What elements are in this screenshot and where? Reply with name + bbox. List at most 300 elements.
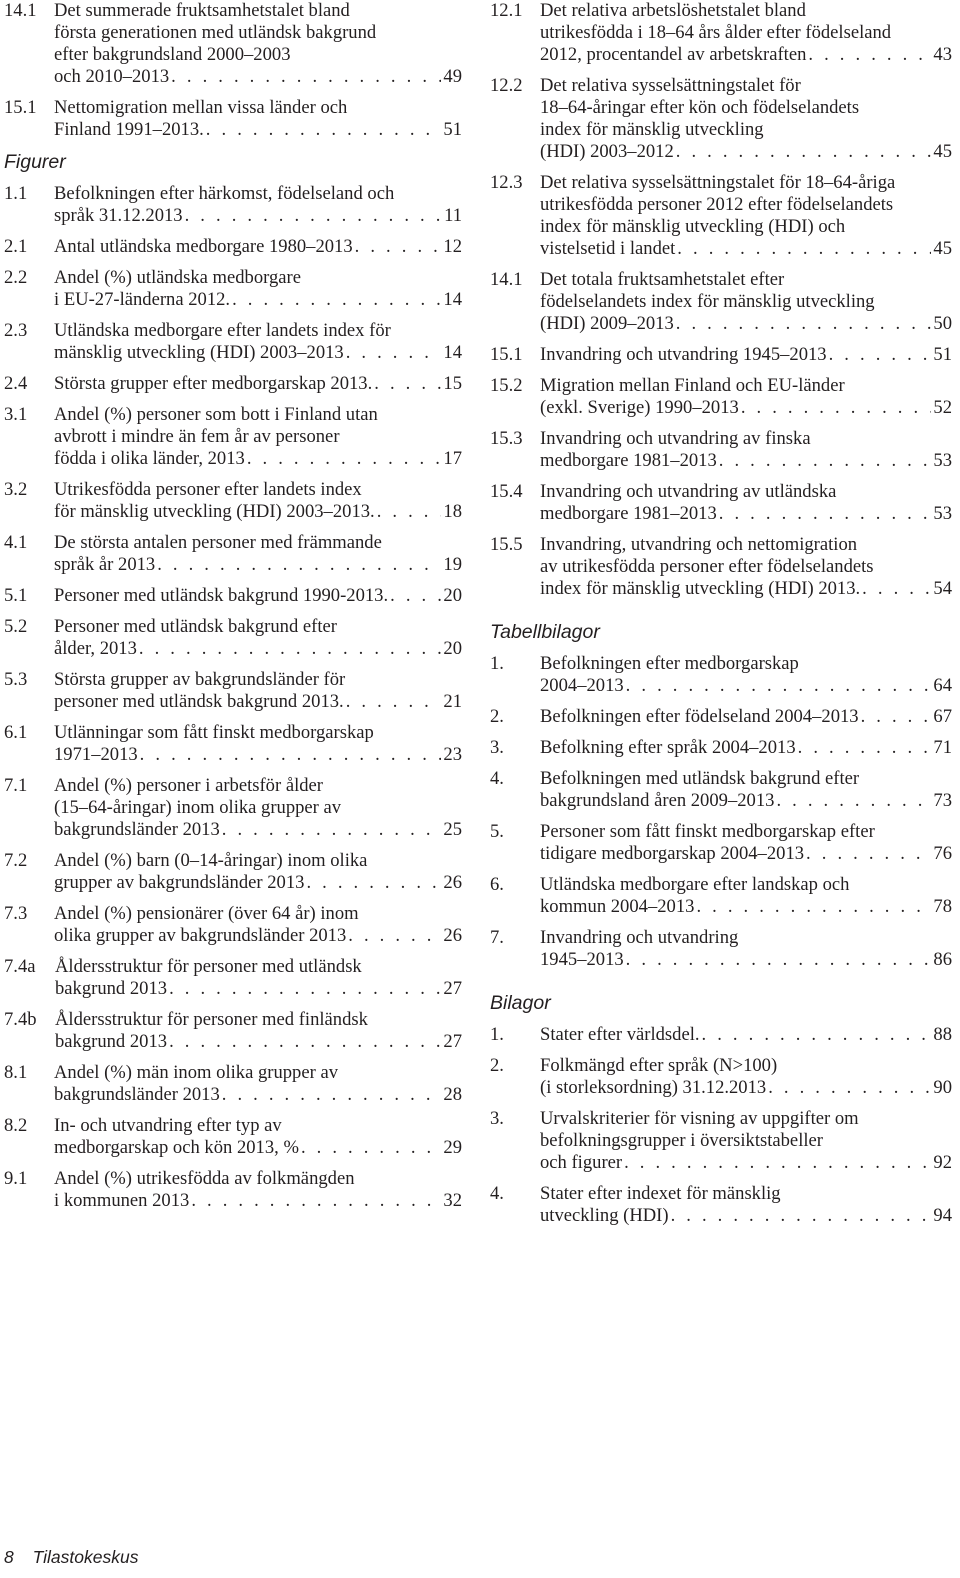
entry-text-line: Befolkningen efter medborgarskap	[540, 653, 799, 674]
entry-page-number: 50	[933, 313, 952, 334]
entry-text-line: Befolkningen efter födelseland 2004–2013	[540, 706, 859, 727]
entry-page-number: 27	[443, 978, 462, 999]
entry-number: 14.1	[490, 269, 523, 290]
dot-leader	[306, 872, 441, 894]
entry-page-number: 54	[933, 578, 952, 599]
toc-entry	[4, 267, 462, 311]
toc-entry	[490, 1024, 952, 1046]
entry-text-line: Utländska medborgare efter landets index för	[54, 320, 391, 341]
dot-leader	[702, 1024, 932, 1046]
entry-text-line: 2012, procentandel av arbetskraften	[540, 44, 807, 65]
entry-text-line: Det summerade fruktsamhetstalet bland	[54, 0, 350, 21]
entry-text-line: bakgrund 2013	[55, 978, 168, 999]
entry-number: 15.1	[4, 97, 37, 118]
toc-entry	[490, 706, 952, 728]
entry-last-line	[54, 1137, 462, 1159]
entry-number: 15.1	[490, 344, 523, 365]
dot-leader	[139, 638, 442, 660]
entry-page-number: 26	[443, 872, 462, 893]
entry-last-line	[54, 342, 462, 364]
entry-number: 1.	[490, 1024, 504, 1045]
entry-text-line: Andel (%) utländska medborgare	[54, 267, 301, 288]
entry-text	[54, 404, 462, 470]
toc-entry	[490, 1055, 952, 1099]
entry-text-line: Finland 1991–2013.	[54, 119, 204, 140]
entry-page-number: 51	[933, 344, 952, 365]
entry-text	[540, 375, 952, 419]
entry-text-line: Invandring, utvandring och nettomigration	[540, 534, 858, 555]
dot-leader	[776, 790, 931, 812]
entry-text-line: i kommunen 2013	[54, 1190, 190, 1211]
entry-number: 14.1	[4, 0, 37, 21]
entry-text-line: Invandring och utvandring av utländska	[540, 481, 837, 502]
entry-text-line: index för mänsklig utveckling (HDI) 2013.	[540, 578, 861, 599]
entry-text-line: Andel (%) pensionärer (över 64 år) inom	[54, 903, 359, 924]
toc-entry	[4, 183, 462, 227]
dot-leader	[677, 238, 931, 260]
entry-number: 6.1	[4, 722, 28, 743]
entry-number: 5.2	[4, 616, 28, 637]
entry-page-number: 14	[443, 342, 462, 363]
toc-entry	[4, 236, 462, 258]
toc-entry	[490, 481, 952, 525]
entry-last-line	[540, 44, 952, 66]
entry-text	[540, 1024, 952, 1046]
entry-text-line: Det relativa sysselsättningstalet för	[540, 75, 801, 96]
entry-last-line	[540, 238, 952, 260]
entry-text-line: mänsklig utveckling (HDI) 2003–2013	[54, 342, 344, 363]
entry-text	[540, 821, 952, 865]
toc-entry	[4, 1168, 462, 1212]
entry-page-number: 53	[933, 503, 952, 524]
toc-entry	[490, 269, 952, 335]
entry-text	[55, 956, 462, 1000]
entry-number: 1.	[490, 653, 504, 674]
entry-text-line: Migration mellan Finland och EU-länder	[540, 375, 845, 396]
entry-text-line: (15–64-åringar) inom olika grupper av	[54, 797, 342, 818]
entry-text-line: Utrikesfödda personer efter landets index	[54, 479, 362, 500]
entry-last-line	[55, 1031, 462, 1053]
entry-text-line: medborgare 1981–2013	[540, 450, 717, 471]
entry-number: 2.	[490, 1055, 504, 1076]
entry-text-line: Det totala fruktsamhetstalet efter	[540, 269, 785, 290]
entry-text-line: Antal utländska medborgare 1980–2013	[54, 236, 353, 257]
entry-text	[54, 236, 462, 258]
entry-last-line	[54, 925, 462, 947]
toc-entry	[4, 669, 462, 713]
toc-entry	[490, 874, 952, 918]
toc-entry	[490, 75, 952, 163]
left-column	[4, 0, 462, 1221]
entry-page-number: 20	[443, 585, 462, 606]
entry-text	[540, 172, 952, 260]
entry-page-number: 12	[443, 236, 462, 257]
entry-text-line: Invandring och utvandring	[540, 927, 739, 948]
entry-number: 7.4b	[4, 1009, 37, 1030]
dot-leader	[806, 843, 931, 865]
entry-last-line	[54, 501, 462, 523]
entry-text	[540, 768, 952, 812]
dot-leader	[348, 925, 441, 947]
entry-page-number: 86	[933, 949, 952, 970]
entry-number: 5.3	[4, 669, 28, 690]
entry-text-line: språk 31.12.2013	[54, 205, 183, 226]
toc-entry	[490, 0, 952, 66]
dot-leader	[247, 448, 442, 470]
entry-text-line: (i storleksordning) 31.12.2013	[540, 1077, 767, 1098]
figures-list	[4, 183, 462, 1212]
dot-leader	[355, 236, 442, 258]
entry-text-line: utrikesfödda personer 2012 efter födelselandets	[540, 194, 894, 215]
entry-text	[54, 479, 462, 523]
entry-text	[54, 850, 462, 894]
dot-leader	[374, 373, 441, 395]
entry-last-line	[54, 585, 462, 607]
entry-page-number: 88	[933, 1024, 952, 1045]
toc-entry	[4, 479, 462, 523]
dot-leader	[768, 1077, 931, 1099]
toc-entry	[490, 534, 952, 600]
entry-page-number: 53	[933, 450, 952, 471]
entry-text-line: Nettomigration mellan vissa länder och	[54, 97, 348, 118]
entry-last-line	[540, 313, 952, 335]
dot-leader	[861, 706, 932, 728]
entry-page-number: 94	[933, 1205, 952, 1226]
entry-last-line	[54, 819, 462, 841]
dot-leader	[741, 397, 932, 419]
entry-text	[540, 1108, 952, 1174]
entry-text	[540, 927, 952, 971]
entry-text-line: och 2010–2013	[54, 66, 170, 87]
toc-entry	[4, 956, 462, 1000]
entry-last-line	[540, 896, 952, 918]
right-top-entries	[490, 0, 952, 600]
entry-last-line	[540, 843, 952, 865]
entry-page-number: 76	[933, 843, 952, 864]
dot-leader	[829, 344, 932, 366]
entry-text	[540, 0, 952, 66]
entry-number: 6.	[490, 874, 504, 895]
entry-text	[54, 585, 462, 607]
entry-number: 3.2	[4, 479, 28, 500]
entry-last-line	[540, 737, 952, 759]
toc-entry	[490, 821, 952, 865]
entry-text-line: 18–64-åringar efter kön och födelselandets	[540, 97, 860, 118]
entry-last-line	[540, 949, 952, 971]
entry-text	[540, 1055, 952, 1099]
entry-last-line	[540, 578, 952, 600]
entry-text-line: Invandring och utvandring 1945–2013	[540, 344, 827, 365]
entry-text-line: Urvalskriterier för visning av uppgifter om	[540, 1108, 859, 1129]
entry-number: 4.1	[4, 532, 28, 553]
entry-page-number: 52	[933, 397, 952, 418]
entry-text-line: Andel (%) barn (0–14-åringar) inom olika	[54, 850, 368, 871]
left-top-entries	[4, 0, 462, 141]
toc-entry	[490, 927, 952, 971]
toc-entry	[4, 320, 462, 364]
tables-list	[490, 653, 952, 971]
entry-text-line: bakgrund 2013	[55, 1031, 168, 1052]
footer-page-number: 8	[4, 1547, 14, 1567]
toc-entry	[490, 428, 952, 472]
entry-number: 12.3	[490, 172, 523, 193]
dot-leader	[696, 896, 931, 918]
dot-leader	[626, 949, 932, 971]
entry-text-line: födelselandets index för mänsklig utveckling	[540, 291, 875, 312]
entry-text-line: födda i olika länder, 2013	[54, 448, 245, 469]
entry-page-number: 11	[444, 205, 462, 226]
dot-leader	[862, 578, 931, 600]
toc-entry	[490, 375, 952, 419]
entry-text-line: för mänsklig utveckling (HDI) 2003–2013.	[54, 501, 375, 522]
dot-leader	[346, 342, 442, 364]
entry-page-number: 67	[933, 706, 952, 727]
entry-text	[540, 344, 952, 366]
entry-last-line	[540, 1152, 952, 1174]
entry-text-line: Andel (%) män inom olika grupper av	[54, 1062, 338, 1083]
entry-text	[540, 269, 952, 335]
toc-entry	[490, 737, 952, 759]
entry-number: 15.3	[490, 428, 523, 449]
entry-last-line	[54, 1084, 462, 1106]
entry-text-line: medborgare 1981–2013	[540, 503, 717, 524]
entry-text-line: De största antalen personer med främmande	[54, 532, 382, 553]
dot-leader	[377, 501, 442, 523]
tables-heading: Tabellbilagor	[490, 621, 600, 643]
entry-last-line	[54, 691, 462, 713]
entry-number: 9.1	[4, 1168, 28, 1189]
entry-page-number: 14	[443, 289, 462, 310]
entry-last-line	[54, 872, 462, 894]
entry-page-number: 71	[933, 737, 952, 758]
footer-publisher: Tilastokeskus	[32, 1547, 139, 1567]
entry-text	[54, 722, 462, 766]
entry-text-line: utveckling (HDI)	[540, 1205, 669, 1226]
entry-text-line: i EU-27-länderna 2012.	[54, 289, 231, 310]
entry-text	[54, 183, 462, 227]
dot-leader	[676, 313, 932, 335]
entry-text	[540, 428, 952, 472]
toc-entry	[4, 722, 462, 766]
entry-number: 1.1	[4, 183, 28, 204]
entry-number: 3.1	[4, 404, 28, 425]
entry-text-line: kommun 2004–2013	[540, 896, 695, 917]
entry-number: 5.	[490, 821, 504, 842]
entry-text-line: av utrikesfödda personer efter födelselandets	[540, 556, 874, 577]
entry-text	[54, 1062, 462, 1106]
entry-last-line	[540, 344, 952, 366]
entry-number: 15.4	[490, 481, 523, 502]
entry-number: 15.2	[490, 375, 523, 396]
dot-leader	[390, 585, 441, 607]
entry-last-line	[54, 1190, 462, 1212]
dot-leader	[626, 675, 932, 697]
dot-leader	[671, 1205, 932, 1227]
entry-text	[540, 75, 952, 163]
entry-text	[540, 481, 952, 525]
entry-text	[54, 267, 462, 311]
entry-number: 8.2	[4, 1115, 28, 1136]
entry-text	[540, 1183, 952, 1227]
entry-number: 12.1	[490, 0, 523, 21]
toc-entry	[4, 1062, 462, 1106]
entry-number: 4.	[490, 1183, 504, 1204]
entry-text-line: Det relativa sysselsättningstalet för 18–64-åriga	[540, 172, 896, 193]
entry-last-line	[540, 790, 952, 812]
toc-entry	[4, 850, 462, 894]
entry-text-line: grupper av bakgrundsländer 2013	[54, 872, 305, 893]
entry-last-line	[55, 978, 462, 1000]
entry-text-line: bakgrundsländer 2013	[54, 819, 220, 840]
entry-text-line: Befolkningen efter härkomst, födelseland och	[54, 183, 395, 204]
entry-text-line: medborgarskap och kön 2013, %	[54, 1137, 299, 1158]
entry-text	[55, 1009, 462, 1053]
dot-leader	[206, 119, 442, 141]
entry-last-line	[54, 373, 462, 395]
toc-entry	[490, 1183, 952, 1227]
entry-number: 3.	[490, 1108, 504, 1129]
toc-entry	[4, 903, 462, 947]
entry-number: 2.1	[4, 236, 28, 257]
entry-text-line: avbrott i mindre än fem år av personer	[54, 426, 340, 447]
entry-text-line: 1971–2013	[54, 744, 138, 765]
entry-page-number: 27	[443, 1031, 462, 1052]
dot-leader	[222, 819, 442, 841]
entry-page-number: 29	[443, 1137, 462, 1158]
entry-page-number: 28	[443, 1084, 462, 1105]
dot-leader	[719, 450, 932, 472]
entry-text-line: och figurer	[540, 1152, 623, 1173]
page-footer	[4, 1547, 138, 1568]
entry-text-line: 2004–2013	[540, 675, 624, 696]
entry-text-line: befolkningsgrupper i översiktstabeller	[540, 1130, 823, 1151]
dot-leader	[346, 691, 442, 713]
entry-page-number: 92	[933, 1152, 952, 1173]
dot-leader	[798, 737, 932, 759]
dot-leader	[191, 1190, 441, 1212]
entry-last-line	[54, 448, 462, 470]
dot-leader	[222, 1084, 442, 1106]
entry-text-line: Folkmängd efter språk (N>100)	[540, 1055, 778, 1076]
entry-last-line	[54, 119, 462, 141]
entry-text-line: språk år 2013	[54, 554, 156, 575]
dot-leader	[232, 289, 441, 311]
entry-number: 15.5	[490, 534, 523, 555]
toc-entry	[4, 775, 462, 841]
entry-text-line: index för mänsklig utveckling (HDI) och	[540, 216, 846, 237]
toc-entry	[4, 532, 462, 576]
entry-last-line	[54, 638, 462, 660]
entry-text-line: 1945–2013	[540, 949, 624, 970]
toc-entry	[490, 768, 952, 812]
entry-last-line	[540, 1077, 952, 1099]
entry-text-line: Det relativa arbetslöshetstalet bland	[540, 0, 806, 21]
entry-text-line: tidigare medborgarskap 2004–2013	[540, 843, 805, 864]
entry-page-number: 49	[443, 66, 462, 87]
dot-leader	[169, 1031, 441, 1053]
entry-text	[54, 97, 462, 141]
entry-number: 2.4	[4, 373, 28, 394]
toc-entry	[4, 616, 462, 660]
entry-page-number: 21	[443, 691, 462, 712]
entry-text-line: personer med utländsk bakgrund 2013.	[54, 691, 344, 712]
entry-last-line	[540, 675, 952, 697]
entry-last-line	[54, 66, 462, 88]
entry-text-line: Andel (%) personer i arbetsför ålder	[54, 775, 323, 796]
dot-leader	[140, 744, 442, 766]
entry-text-line: Befolkning efter språk 2004–2013	[540, 737, 796, 758]
entry-text-line: (HDI) 2003–2012	[540, 141, 674, 162]
entry-page-number: 20	[443, 638, 462, 659]
entry-page-number: 73	[933, 790, 952, 811]
dot-leader	[676, 141, 932, 163]
entry-last-line	[540, 706, 952, 728]
toc-entry	[490, 344, 952, 366]
entry-text-line: (exkl. Sverige) 1990–2013	[540, 397, 739, 418]
entry-number: 5.1	[4, 585, 28, 606]
entry-text-line: bakgrundsländer 2013	[54, 1084, 220, 1105]
toc-entry	[4, 1009, 462, 1053]
dot-leader	[808, 44, 931, 66]
dot-leader	[169, 978, 441, 1000]
entry-last-line	[54, 289, 462, 311]
entry-last-line	[540, 503, 952, 525]
entry-last-line	[540, 397, 952, 419]
toc-entry	[490, 1108, 952, 1174]
appendices-list	[490, 1024, 952, 1227]
dot-leader	[624, 1152, 931, 1174]
entry-text	[54, 903, 462, 947]
entry-number: 8.1	[4, 1062, 28, 1083]
entry-text-line: Andel (%) personer som bott i Finland utan	[54, 404, 378, 425]
entry-last-line	[54, 236, 462, 258]
entry-text	[54, 1115, 462, 1159]
entry-text-line: (HDI) 2009–2013	[540, 313, 674, 334]
entry-text-line: Befolkningen med utländsk bakgrund efter	[540, 768, 860, 789]
entry-page-number: 23	[443, 744, 462, 765]
entry-text	[540, 653, 952, 697]
entry-number: 7.4a	[4, 956, 36, 977]
entry-last-line	[540, 141, 952, 163]
entry-text	[540, 737, 952, 759]
entry-text-line: vistelsetid i landet	[540, 238, 676, 259]
entry-page-number: 17	[443, 448, 462, 469]
entry-text	[54, 669, 462, 713]
right-column	[490, 0, 952, 1236]
entry-number: 7.2	[4, 850, 28, 871]
entry-text-line: ålder, 2013	[54, 638, 137, 659]
entry-text	[54, 532, 462, 576]
entry-last-line	[54, 744, 462, 766]
entry-text	[54, 616, 462, 660]
entry-page-number: 45	[933, 238, 952, 259]
toc-entry	[4, 585, 462, 607]
entry-text-line: index för mänsklig utveckling	[540, 119, 764, 140]
entry-number: 7.3	[4, 903, 28, 924]
entry-text-line: Åldersstruktur för personer med finländsk	[55, 1009, 368, 1030]
entry-text-line: Stater efter indexet för mänsklig	[540, 1183, 781, 1204]
entry-text	[54, 0, 462, 88]
entry-last-line	[540, 1205, 952, 1227]
entry-text-line: Utlänningar som fått finskt medborgarskap	[54, 722, 374, 743]
entry-text-line: första generationen med utländsk bakgrund	[54, 22, 377, 43]
entry-page-number: 25	[443, 819, 462, 840]
toc-entry	[4, 404, 462, 470]
entry-page-number: 78	[933, 896, 952, 917]
entry-text-line: bakgrundsland åren 2009–2013	[540, 790, 775, 811]
entry-page-number: 18	[443, 501, 462, 522]
entry-text-line: In- och utvandring efter typ av	[54, 1115, 282, 1136]
